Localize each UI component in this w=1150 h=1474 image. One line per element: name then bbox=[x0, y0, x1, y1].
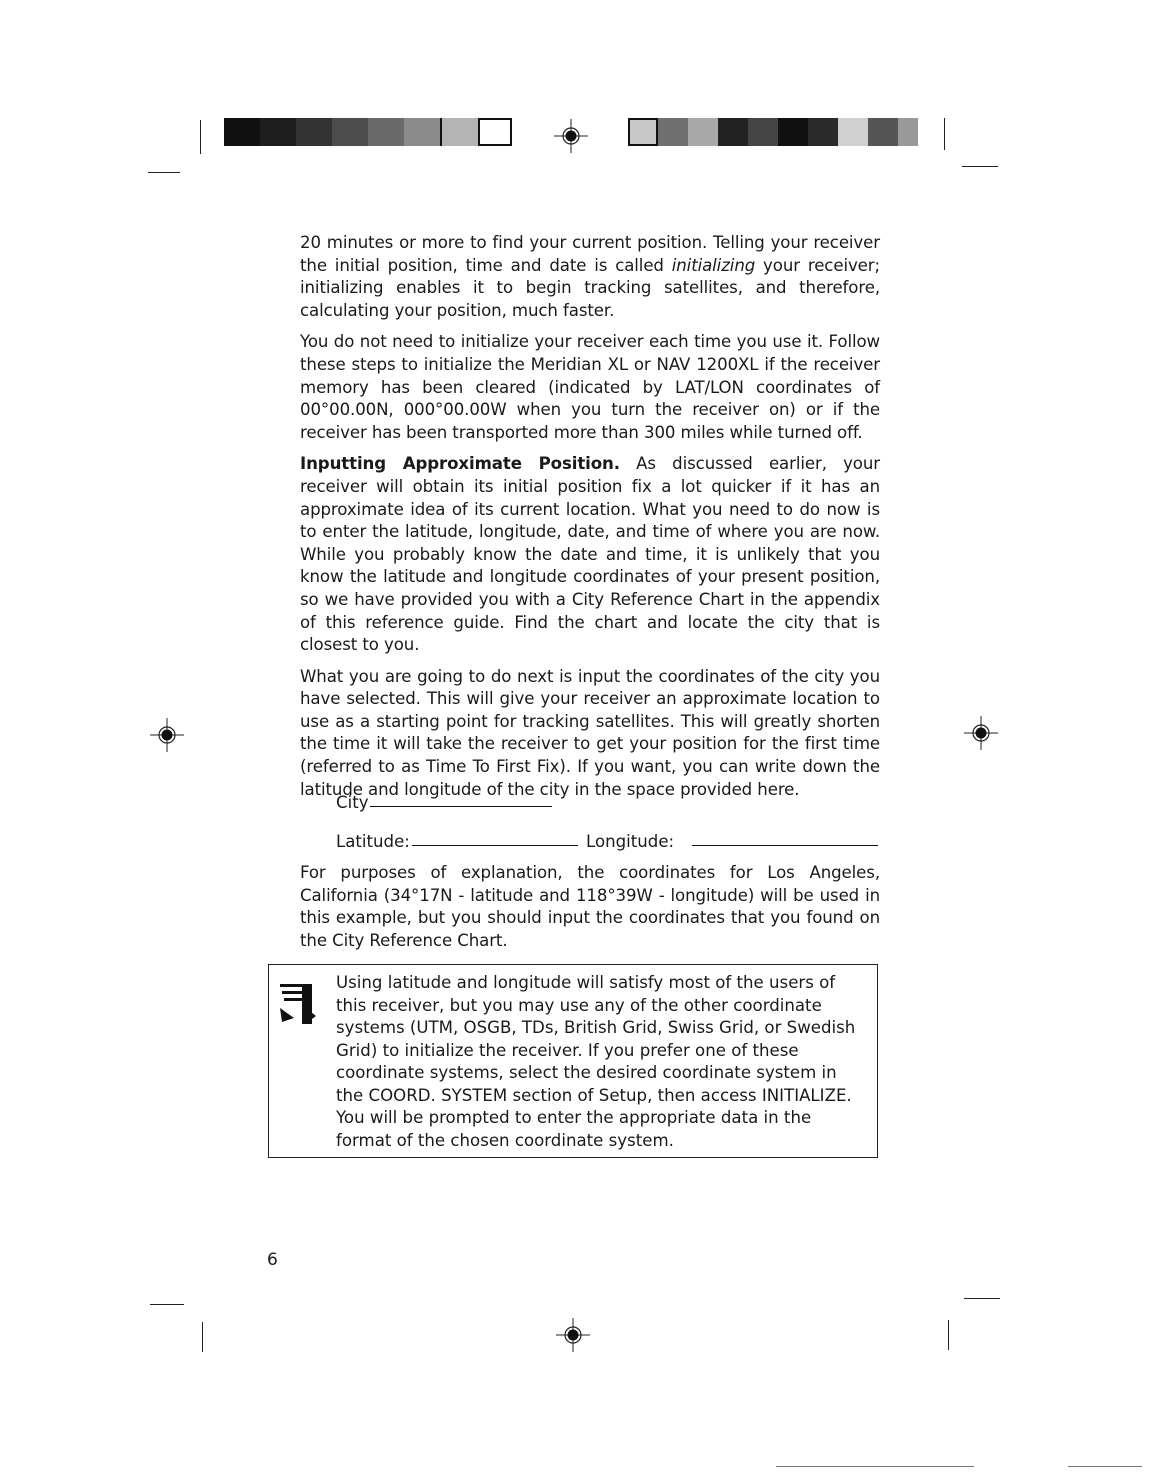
page-number: 6 bbox=[267, 1250, 278, 1270]
city-blank[interactable] bbox=[370, 806, 552, 807]
color-bar-left bbox=[224, 118, 512, 146]
note-icon bbox=[278, 980, 318, 1026]
paragraph: 20 minutes or more to find your current position. Telling your receiver the initial position, time and date is called initializing your receiver; initializing enables it to begin tracking satellites, and therefore, calculating your position, much faster. bbox=[300, 233, 880, 320]
paragraph: You do not need to initialize your receiver each time you use it. Follow these steps to initialize the Meridian XL or NAV 1200XL if the receiver memory has been cleared (indicated by LAT/LON coordinates of 00°00.00N, 000°00.00W when you turn the receiver on) or if the receiver has been transported more than 300 miles while turned off. bbox=[300, 332, 880, 442]
paragraph: Inputting Approximate Position. As discussed earlier, your receiver will obtain its initial position fix a lot quicker if it has an approximate idea of its current location. What you need to do now is to enter the latitude, longitude, date, and time of where you are now. While you probably know the date and time, it is unlikely that you know the latitude and longitude coordinates of your present position, so we have provided you with a City Reference Chart in the appendix of this reference guide. Find the chart and locate the city that is closest to you. bbox=[300, 454, 880, 655]
color-bar-right bbox=[628, 118, 918, 146]
registration-mark-icon bbox=[150, 718, 184, 752]
registration-mark-icon bbox=[964, 716, 998, 750]
body-text bbox=[300, 232, 880, 810]
crop-mark bbox=[202, 1322, 203, 1352]
crop-mark bbox=[962, 166, 998, 167]
city-label: City bbox=[336, 793, 369, 812]
paragraph: For purposes of explanation, the coordinates for Los Angeles, California (34°17N - latitude and 118°39W - longitude) will be used in this example, but you should input the coordinates that you found on the City Reference Chart. bbox=[300, 863, 880, 950]
paragraph: What you are going to do next is input the coordinates of the city you have selected. This will give your receiver an approximate location to use as a starting point for tracking satellites. This will greatly shorten the time it will take the receiver to get your position for the first time (referred to as Time To First Fix). If you want, you can write down the latitude and longitude of the city in the space provided here. bbox=[300, 666, 880, 799]
longitude-blank[interactable] bbox=[692, 845, 878, 846]
longitude-label: Longitude: bbox=[586, 832, 675, 851]
body-text bbox=[300, 862, 880, 961]
note-text: Using latitude and longitude will satisfy most of the users of this receiver, but you may use any of the other coordinate systems (UTM, OSGB, TDs, British Grid, Swiss Grid, or Swedish Grid) to initialize the receiver. If you prefer one of these coordinate systems, select the desired coordinate system in the COORD. SYSTEM section of Setup, then access INITIALIZE. You will be prompted to enter the appropriate data in the format of the chosen coordinate system. bbox=[336, 973, 856, 1150]
bottom-rule bbox=[1068, 1466, 1142, 1467]
bottom-rule bbox=[776, 1466, 974, 1467]
latitude-blank[interactable] bbox=[412, 845, 578, 846]
italic-term: initializing bbox=[671, 255, 756, 275]
section-heading: Inputting Approximate Position. bbox=[300, 454, 620, 474]
latitude-label: Latitude: bbox=[336, 832, 410, 851]
crop-mark bbox=[148, 172, 180, 173]
crop-mark bbox=[200, 120, 201, 154]
crop-mark bbox=[964, 1298, 1000, 1299]
registration-mark-icon bbox=[556, 1318, 590, 1352]
crop-mark bbox=[150, 1304, 184, 1305]
crop-mark bbox=[948, 1320, 949, 1350]
registration-mark-icon bbox=[554, 119, 588, 153]
crop-mark bbox=[944, 118, 945, 150]
